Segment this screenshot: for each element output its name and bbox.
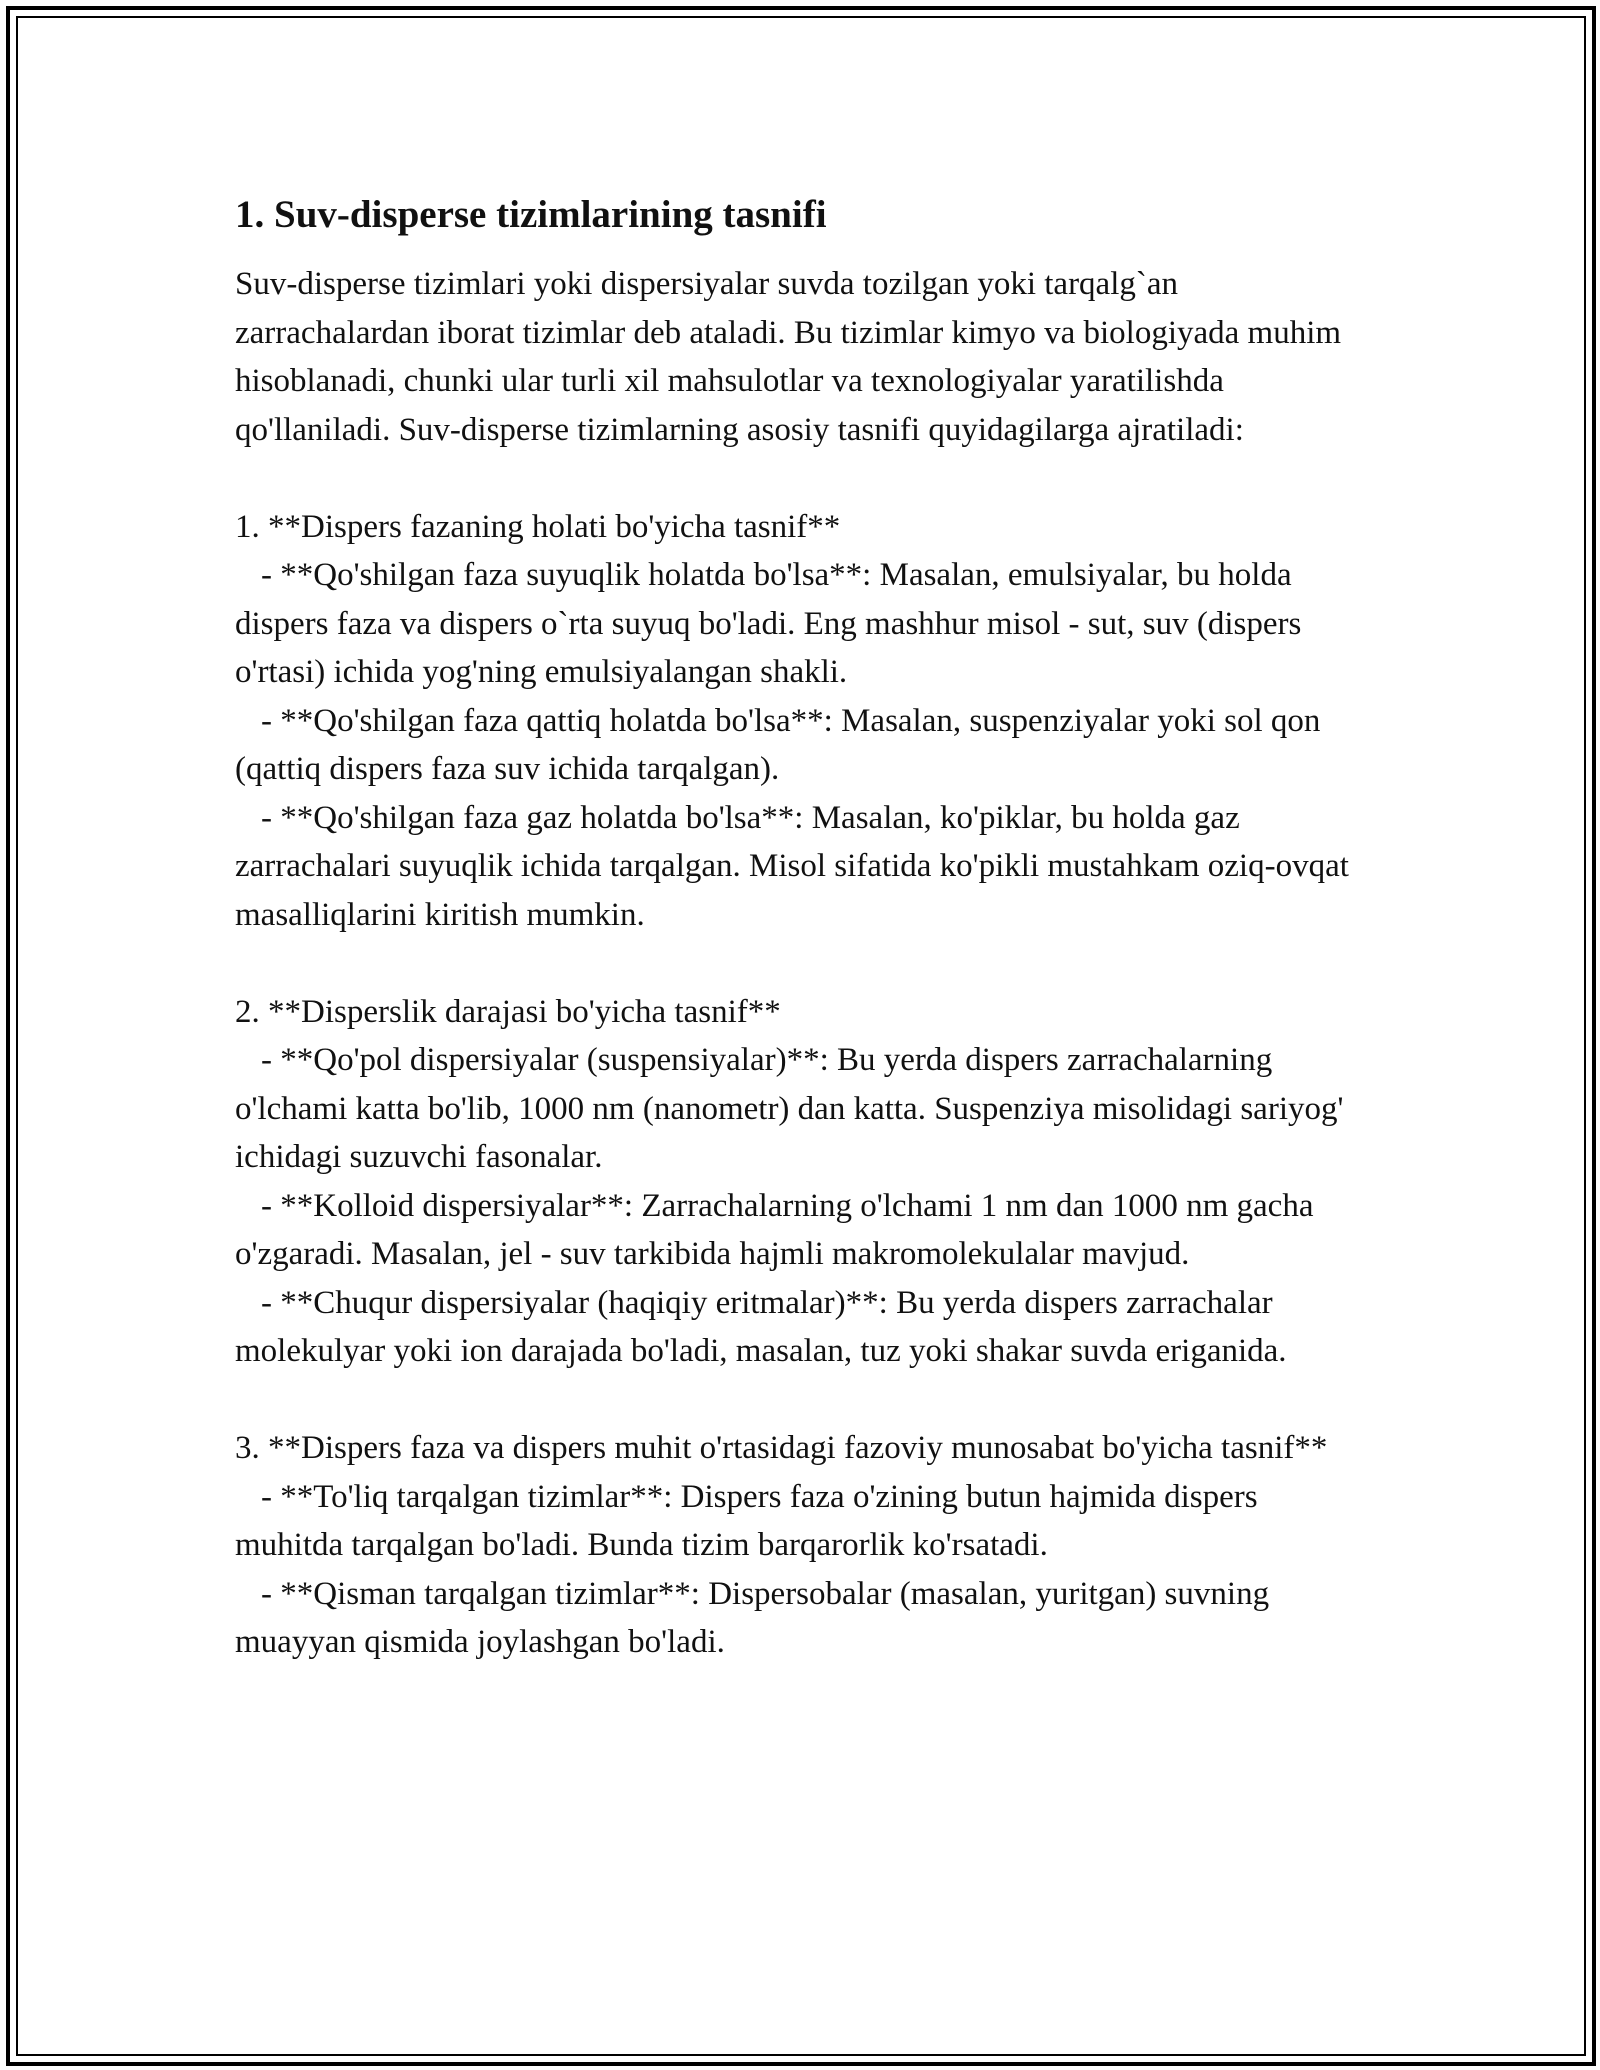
spacer bbox=[235, 1376, 1365, 1425]
section-item: - **Kolloid dispersiyalar**: Zarrachalarning o'lchami 1 nm dan 1000 nm gacha o'zgaradi. Masalan, jel - suv tarkibida hajmli makromolekulalar mavjud. bbox=[235, 1187, 1314, 1272]
section-3 bbox=[235, 1424, 1365, 1667]
section-item: - **To'liq tarqalgan tizimlar**: Dispers faza o'zining butun hajmida dispers muhitda tarqalgan bo'ladi. Bunda tizim barqarorlik ko'rsatadi. bbox=[235, 1478, 1258, 1563]
spacer bbox=[235, 939, 1365, 988]
section-title: 3. **Dispers faza va dispers muhit o'rtasidagi fazoviy munosabat bo'yicha tasnif** bbox=[235, 1430, 1328, 1466]
section-item: - **Qo'shilgan faza suyuqlik holatda bo'lsa**: Masalan, emulsiyalar, bu holda dispers faza va dispers o`rta suyuq bo'ladi. Eng mashhur misol - sut, suv (dispers o'rtasi) ichida yog'ning emulsiyalangan shakli. bbox=[235, 557, 1302, 690]
section-item: - **Qo'shilgan faza gaz holatda bo'lsa**: Masalan, ko'piklar, bu holda gaz zarrachalari suyuqlik ichida tarqalgan. Misol sifatida ko'pikli mustahkam oziq-ovqat masalliqlarini kiritish mumkin. bbox=[235, 799, 1349, 933]
section-item: - **Chuqur dispersiyalar (haqiqiy eritmalar)**: Bu yerda dispers zarrachalar molekulyar yoki ion darajada bo'ladi, masalan, tuz yoki shakar suvda eriganida. bbox=[235, 1284, 1287, 1369]
section-1 bbox=[235, 503, 1365, 940]
document-body bbox=[235, 190, 1365, 1667]
section-title: 1. **Dispers fazaning holati bo'yicha tasnif** bbox=[235, 508, 841, 545]
section-2 bbox=[235, 988, 1365, 1376]
spacer bbox=[235, 454, 1365, 503]
section-item: - **Qo'shilgan faza qattiq holatda bo'lsa**: Masalan, suspenziyalar yoki sol qon (qattiq dispers faza suv ichida tarqalgan). bbox=[235, 702, 1321, 787]
section-title: 2. **Disperslik darajasi bo'yicha tasnif** bbox=[235, 993, 781, 1030]
intro-paragraph: Suv-disperse tizimlari yoki dispersiyalar suvda tozilgan yoki tarqalg`an zarrachalardan iborat tizimlar deb ataladi. Bu tizimlar kimyo va biologiyada muhim hisoblanadi, chunki ular turli xil mahsulotlar va texnologiyalar yaratilishda qo'llaniladi. Suv-disperse tizimlarning asosiy tasnifi quyidagilarga ajratiladi: bbox=[235, 266, 1342, 448]
section-item: - **Qisman tarqalgan tizimlar**: Dispersobalar (masalan, yuritgan) suvning muayyan qismida joylashgan bo'ladi. bbox=[235, 1575, 1270, 1660]
section-item: - **Qo'pol dispersiyalar (suspensiyalar)**: Bu yerda dispers zarrachalarning o'lchami katta bo'lib, 1000 nm (nanometr) dan katta. Suspenziya misolidagi sariyog' ichidagi suzuvchi fasonalar. bbox=[235, 1042, 1344, 1175]
document-heading: 1. Suv-disperse tizimlarining tasnifi bbox=[235, 193, 827, 236]
